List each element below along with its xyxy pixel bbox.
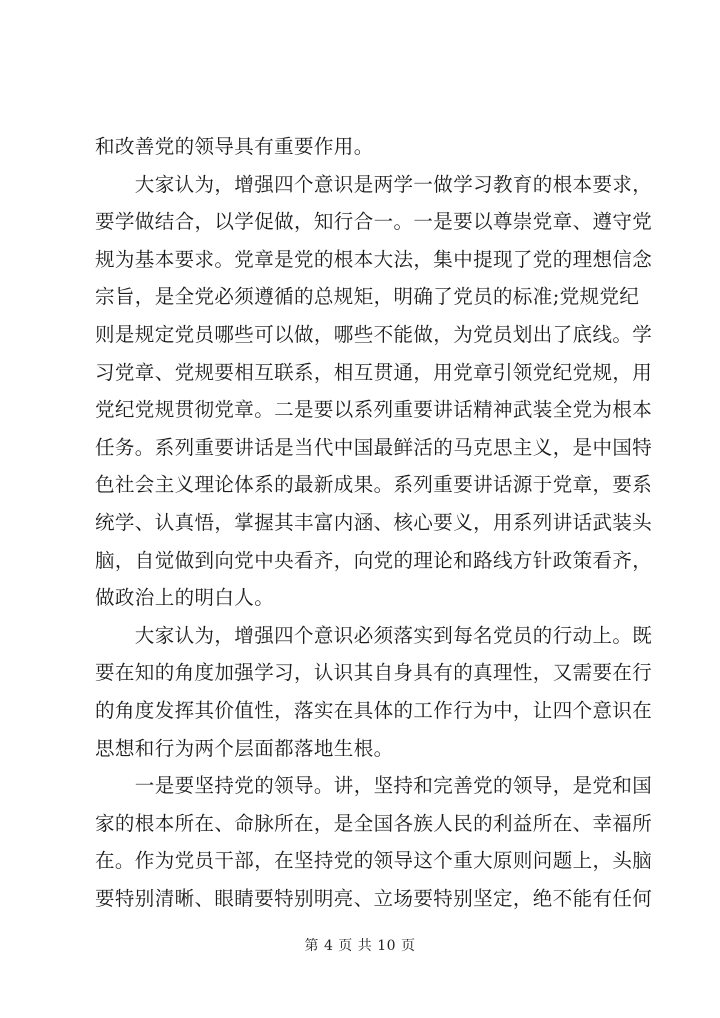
document-body <box>95 128 675 917</box>
paragraph-4: 一是要坚持党的领导。讲，坚持和完善党的领导，是党和国 家的根本所在、命脉所在，是全国各族人民的利益所在、幸福所 在。作为党员干部，在坚持党的领导这个重大原则问题上，头脑 要特别清晰、眼睛要特别明亮、立场要特别坚定，绝不能有任何 <box>95 774 653 910</box>
paragraph-1: 和改善党的领导具有重要作用。 <box>95 135 374 158</box>
paragraph-2: 大家认为，增强四个意识是两学一做学习教育的根本要求， 要学做结合，以学促做，知行合一。一是要以尊崇党章、遵守党 规为基本要求。党章是党的根本大法，集中提现了党的理想信念 宗旨，是全党必须遵循的总规矩，明确了党员的标准;党规党纪 则是规定党员哪些可以做，哪些不能做，为党员划出了底线。学 习党章、党规要相互联系，相互贯通，用党章引领党纪党规，用 党纪党规贯彻党章。二是要以系列重要讲话精神武装全党为根本 任务。系列重要讲话是当代中国最鲜活的马克思主义，是中国特 色社会主义理论体系的最新成果。系列重要讲话源于党章，要系 统学、认真悟，掌握其丰富内涵、核心要义，用系列讲话武装头 脑，自觉做到向党中央看齐，向党的理论和路线方针政策看齐， 做政治上的明白人。 <box>95 172 653 610</box>
page-number-footer: 第 4 页 共 10 页 <box>304 938 416 954</box>
paragraph-3: 大家认为，增强四个意识必须落实到每名党员的行动上。既 要在知的角度加强学习，认识其自身具有的真理性，又需要在行 的角度发挥其价值性，落实在具体的工作行为中，让四个意识在 思想和行为两个层面都落地生根。 <box>95 623 653 760</box>
